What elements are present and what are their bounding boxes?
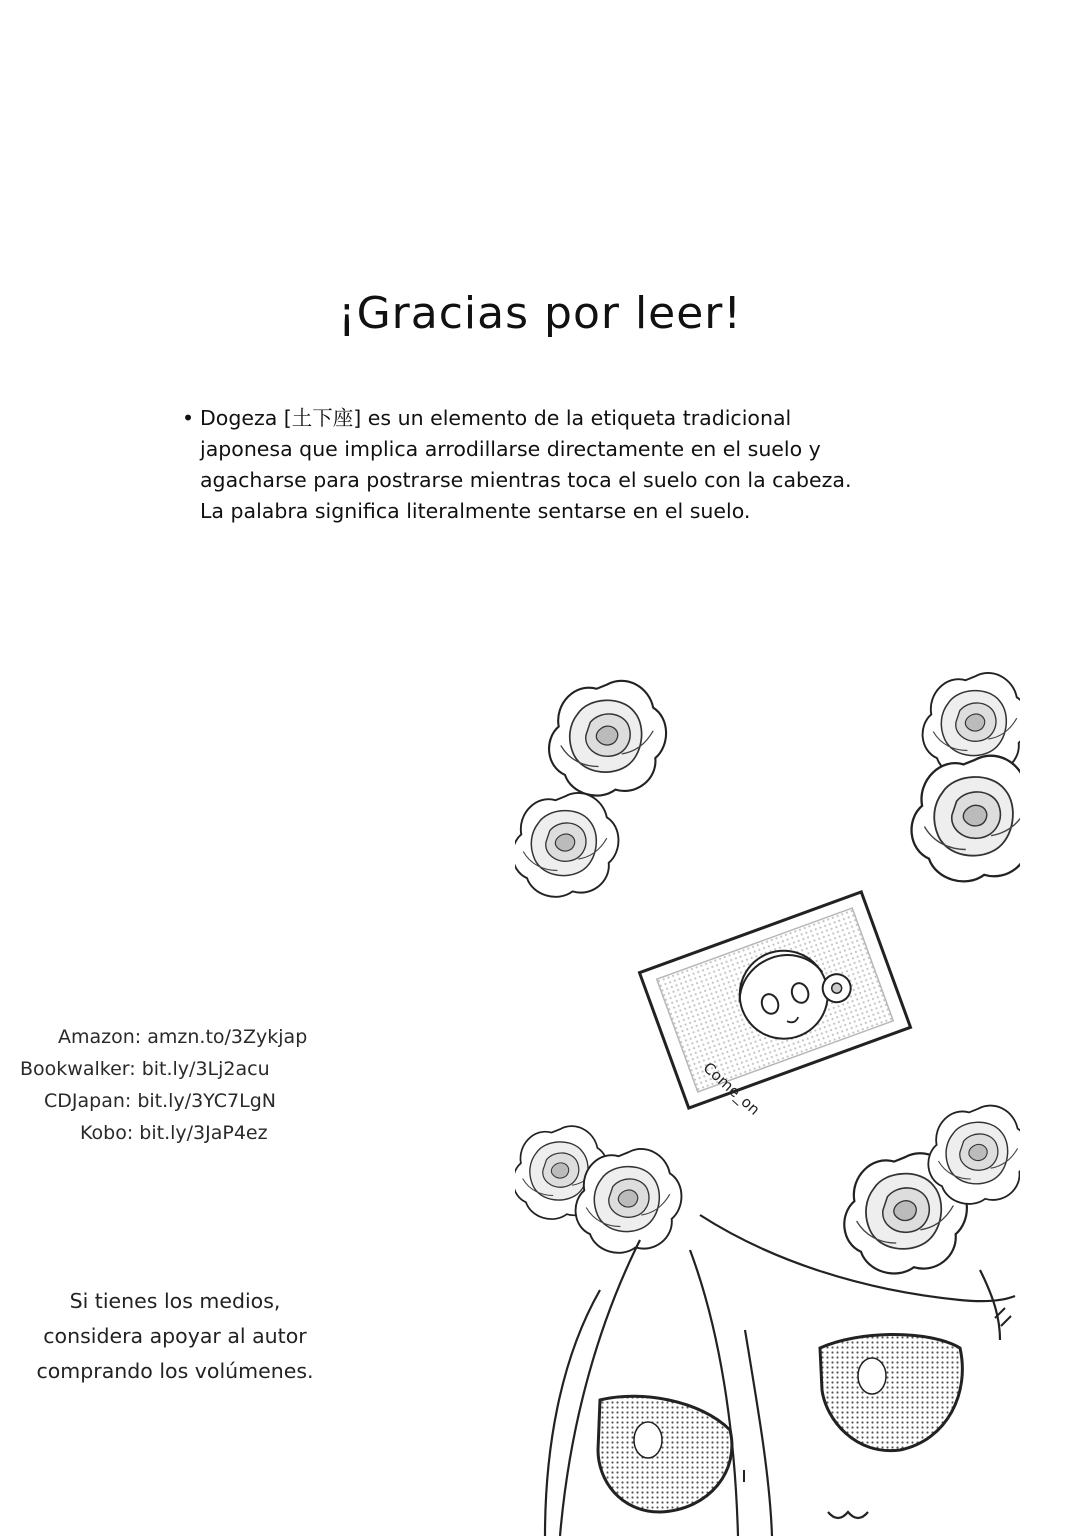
link-cdjapan[interactable] [44,1090,276,1112]
photo-card [639,892,921,1138]
link-amazon[interactable] [58,1026,307,1048]
mouth [828,1512,868,1518]
link-bookwalker[interactable] [20,1058,270,1080]
note-line: japonesa que implica arrodillarse directamente en el suelo y [200,437,821,461]
blush-mark [995,1308,1011,1326]
link-url[interactable]: bit.ly/3YC7LgN [137,1090,276,1112]
link-label: Bookwalker: [20,1058,136,1080]
note-bullet: • [182,406,195,430]
rose-icon [549,681,666,796]
support-line: considera apoyar al autor [43,1324,307,1348]
link-label: Kobo: [80,1122,134,1144]
dogeza-note [182,403,942,527]
eye-right [820,1335,962,1451]
note-line: Dogeza [土下座] es un elemento de la etiqueta tradicional [200,406,792,430]
support-message [0,1284,350,1389]
link-url[interactable]: bit.ly/3Lj2acu [141,1058,270,1080]
page-title: ¡Gracias por leer! [337,288,743,339]
link-label: CDJapan: [44,1090,132,1112]
link-url[interactable]: bit.ly/3JaP4ez [139,1122,268,1144]
note-line: agacharse para postrarse mientras toca el suelo con la cabeza. [200,468,852,492]
eye-left [598,1396,732,1512]
note-line: La palabra significa literalmente sentarse en el suelo. [200,499,751,523]
support-line: comprando los volúmenes. [36,1359,314,1383]
link-kobo[interactable] [80,1122,268,1144]
rose-icon [576,1149,682,1253]
manga-illustration [515,665,1020,1536]
rose-icon [515,793,618,897]
support-line: Si tienes los medios, [69,1289,281,1313]
link-url[interactable]: amzn.to/3Zykjap [147,1026,308,1048]
card-caption: Come_on [699,1058,764,1119]
link-label: Amazon: [58,1026,142,1048]
rose-icon [912,756,1020,882]
